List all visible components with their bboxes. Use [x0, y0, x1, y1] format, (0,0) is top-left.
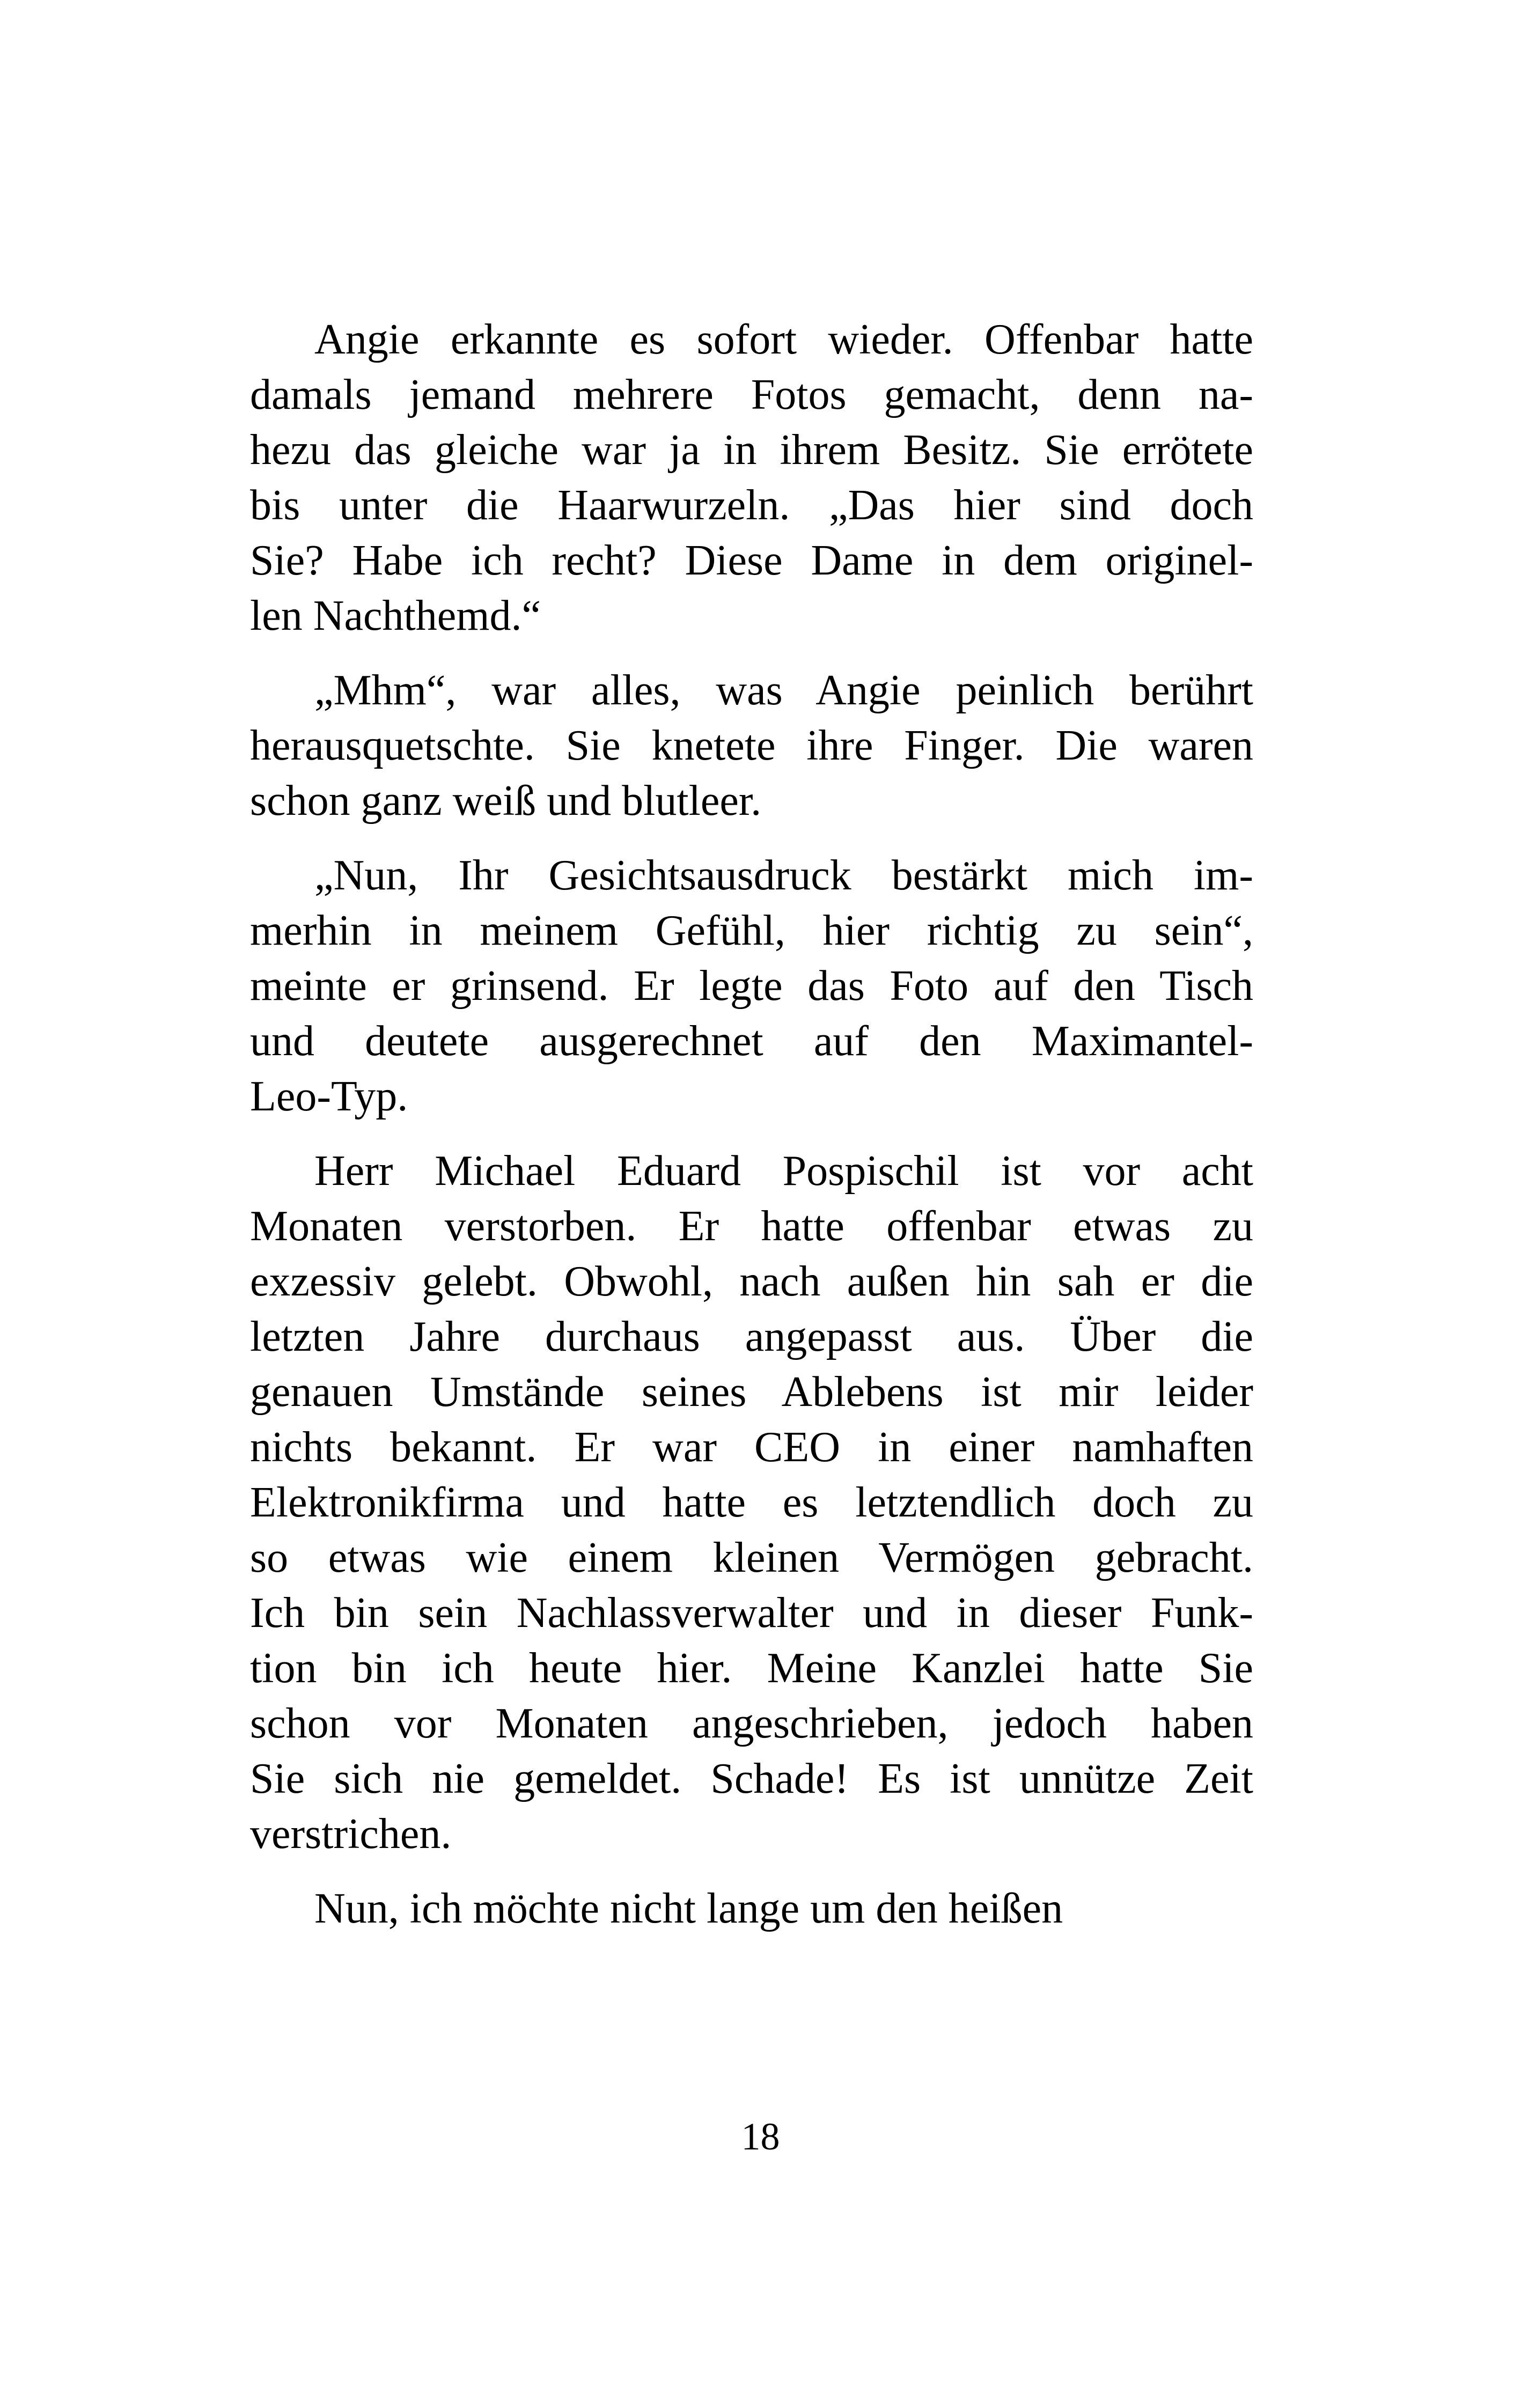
text-line: und deutete ausgerechnet auf den Maximantel- — [250, 1018, 1253, 1065]
text-line: Monaten verstorben. Er hatte offenbar etwas zu — [250, 1203, 1253, 1250]
text-line: letzten Jahre durchaus angepasst aus. Über die — [250, 1313, 1253, 1360]
text-line: exzessiv gelebt. Obwohl, nach außen hin sah er die — [250, 1258, 1253, 1305]
text-line: Nun, ich möchte nicht lange um den heißen — [314, 1885, 1063, 1932]
text-line: meinte er grinsend. Er legte das Foto auf den Tisch — [250, 962, 1253, 1010]
text-line: herausquetschte. Sie knetete ihre Finger. Die waren — [250, 722, 1253, 769]
text-line: Leo-Typ. — [250, 1073, 408, 1120]
text-line: „Mhm“, war alles, was Angie peinlich berührt — [314, 667, 1253, 714]
text-line: Sie sich nie gemeldet. Schade! Es ist unnütze Zeit — [250, 1755, 1253, 1802]
paragraph-2 — [250, 663, 1253, 829]
paragraph-1 — [250, 312, 1253, 644]
paragraph-3 — [250, 848, 1253, 1124]
page-number: 18 — [741, 2115, 780, 2158]
text-line: verstrichen. — [250, 1810, 452, 1858]
text-line: genauen Umstände seines Ablebens ist mir leider — [250, 1368, 1253, 1416]
paragraph-5 — [250, 1881, 1253, 1936]
text-line: tion bin ich heute hier. Meine Kanzlei hatte Sie — [250, 1645, 1253, 1692]
text-line: so etwas wie einem kleinen Vermögen gebracht. — [250, 1534, 1253, 1581]
text-line: hezu das gleiche war ja in ihrem Besitz. Sie errötete — [250, 426, 1253, 474]
text-line: len Nachthemd.“ — [250, 592, 541, 639]
text-line: Elektronikfirma und hatte es letztendlich doch zu — [250, 1479, 1253, 1526]
text-line: Herr Michael Eduard Pospischil ist vor acht — [314, 1147, 1253, 1195]
text-line: merhin in meinem Gefühl, hier richtig zu sein“, — [250, 907, 1253, 954]
text-line: schon vor Monaten angeschrieben, jedoch haben — [250, 1700, 1253, 1747]
text-line: bis unter die Haarwurzeln. „Das hier sind doch — [250, 482, 1253, 529]
text-line: „Nun, Ihr Gesichtsausdruck bestärkt mich im- — [314, 852, 1253, 899]
text-line: schon ganz weiß und blutleer. — [250, 777, 762, 824]
text-line: nichts bekannt. Er war CEO in einer namhaften — [250, 1424, 1253, 1471]
text-line: damals jemand mehrere Fotos gemacht, denn na- — [250, 371, 1253, 418]
text-line: Angie erkannte es sofort wieder. Offenbar hatte — [314, 316, 1253, 363]
text-line: Ich bin sein Nachlassverwalter und in dieser Funk- — [250, 1589, 1253, 1637]
text-line: Sie? Habe ich recht? Diese Dame in dem originel- — [250, 537, 1253, 584]
body-text — [250, 312, 1253, 1956]
paragraph-4 — [250, 1144, 1253, 1862]
